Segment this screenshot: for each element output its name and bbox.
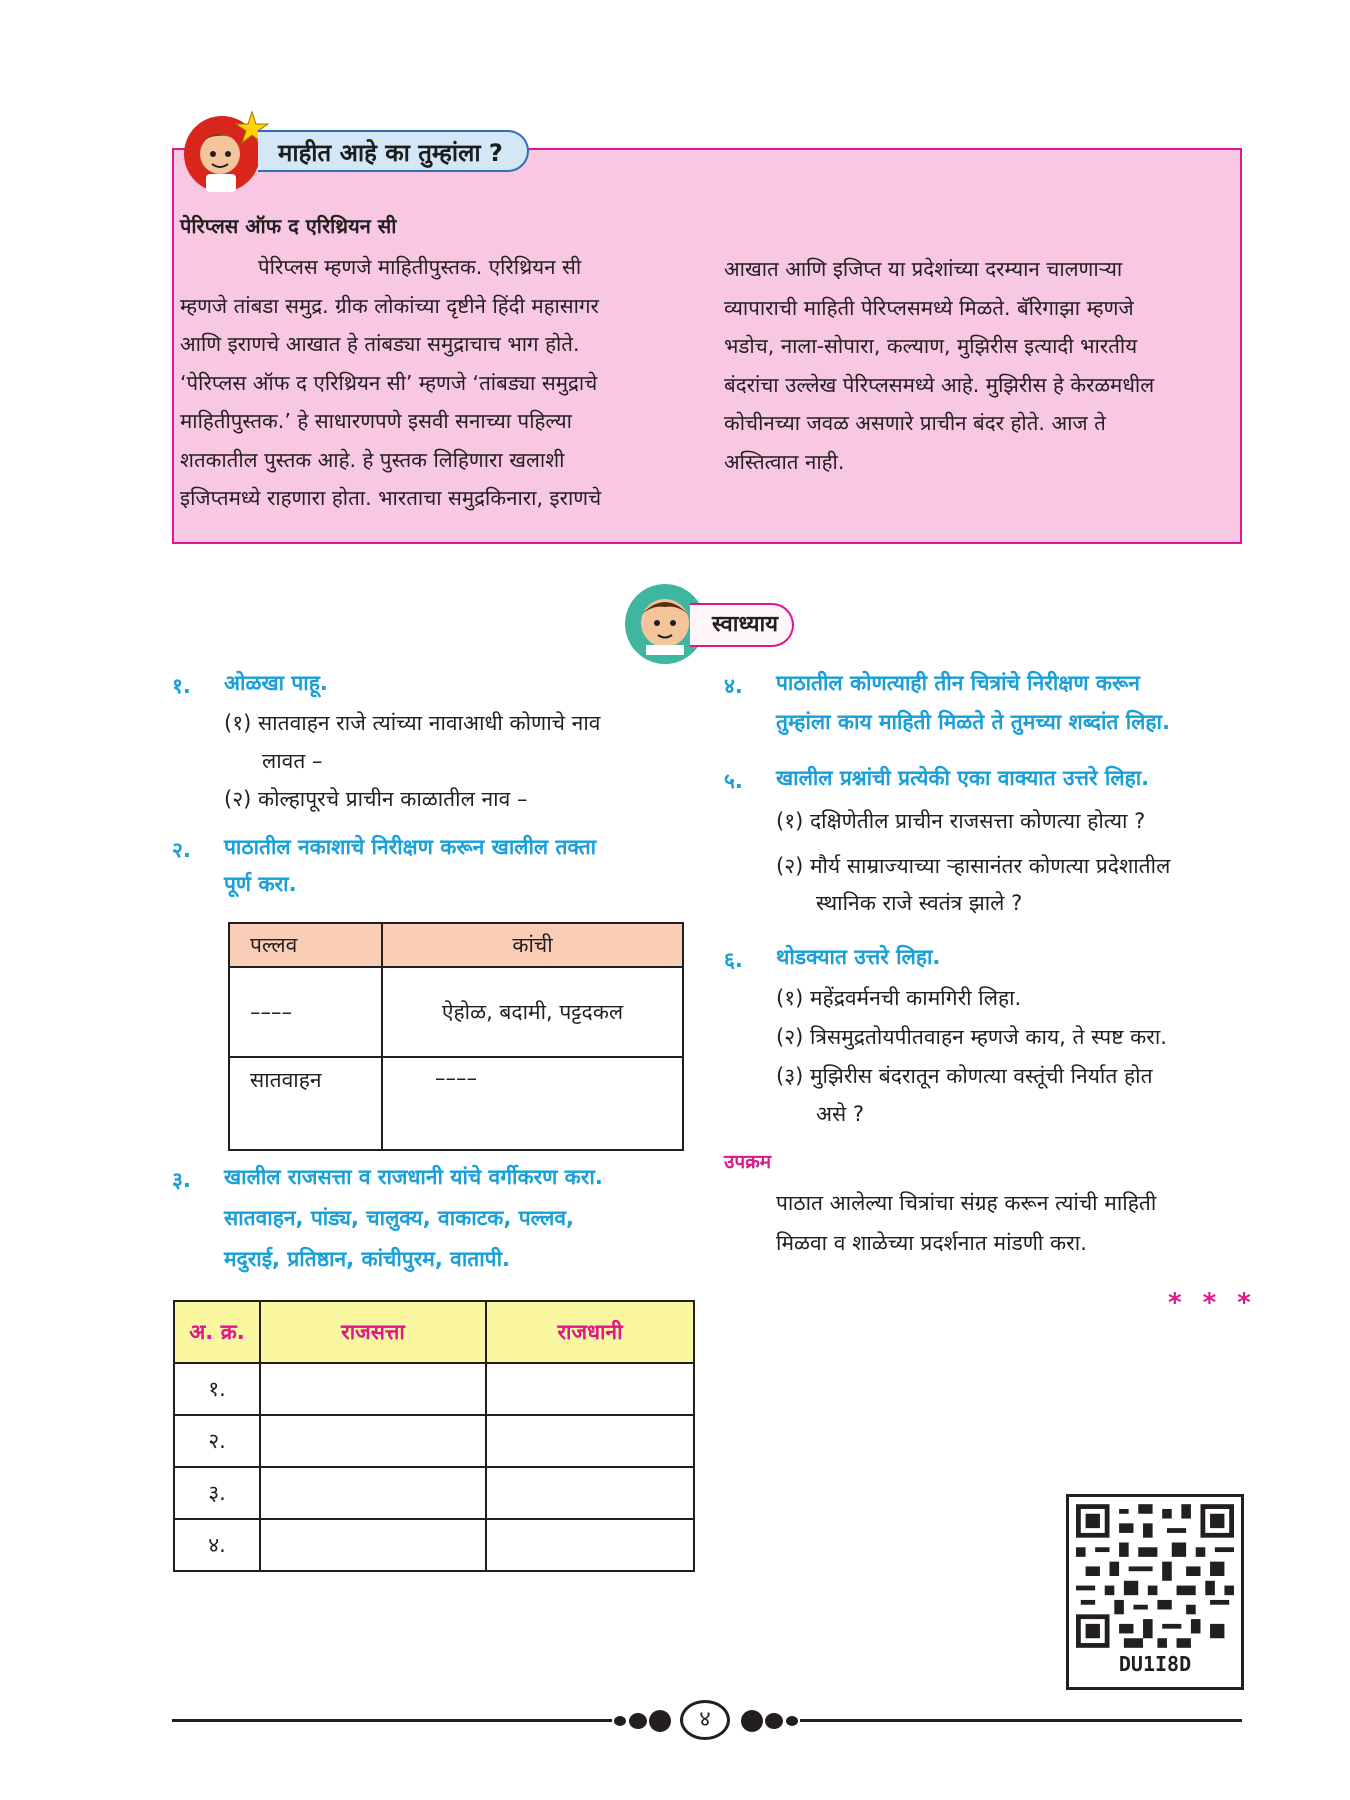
q1-number: १.	[172, 674, 191, 698]
table2-header-serial: अ. क्र.	[174, 1301, 260, 1363]
table2-blank-cell	[486, 1363, 694, 1415]
q2-heading-a: पाठातील नकाशाचे निरीक्षण करून खालील तक्ता	[224, 835, 597, 859]
table1-cell: ––––	[229, 967, 382, 1057]
q6-heading: थोडक्यात उत्तरे लिहा.	[776, 945, 941, 969]
info-badge: माहीत आहे का तुम्हांला ?	[258, 130, 529, 172]
table1-cell: ––––	[382, 1057, 683, 1150]
table-row	[174, 1363, 694, 1415]
q3-heading-c: मदुराई, प्रतिष्ठान, कांचीपुरम, वातापी.	[224, 1247, 511, 1271]
table2-serial: ३.	[174, 1467, 260, 1519]
q4-heading-b: तुम्हांला काय माहिती मिळते ते तुमच्या शब्दांत लिहा.	[776, 710, 1170, 734]
footer-rule-right	[800, 1719, 1242, 1722]
activity-heading: उपक्रम	[724, 1151, 772, 1173]
info-left-line: शतकातील पुस्तक आहे. हे पुस्तक लिहिणारा खलाशी	[180, 447, 565, 472]
q3-heading-b: सातवाहन, पांड्य, चालुक्य, वाकाटक, पल्लव,	[224, 1206, 574, 1230]
end-stars: * * *	[1168, 1288, 1257, 1318]
q1-sub1a: (१) सातवाहन राजे त्यांच्या नावाआधी कोणाचे नाव	[224, 711, 601, 735]
info-left-line: इजिप्तमध्ये राहणारा होता. भारताचा समुद्रकिनारा, इराणचे	[180, 486, 602, 510]
info-right-line: भडोच, नाला-सोपारा, कल्याण, मुझिरीस इत्यादी भारतीय	[724, 334, 1138, 358]
q2-number: २.	[172, 838, 191, 862]
info-right-line: कोचीनच्या जवळ असणारे प्राचीन बंदर होते. आज ते	[724, 411, 1106, 435]
table2-serial: ४.	[174, 1519, 260, 1571]
q5-sub1: (१) दक्षिणेतील प्राचीन राजसत्ता कोणत्या होत्या ?	[776, 809, 1146, 833]
info-left-line: आणि इराणचे आखात हे तांबड्या समुद्राचाच भाग होते.	[180, 332, 580, 356]
activity-line1: पाठात आलेल्या चित्रांचा संग्रह करून त्यांची माहिती	[776, 1191, 1157, 1215]
table2-blank-cell	[260, 1519, 486, 1571]
q6-number: ६.	[724, 948, 743, 972]
table2-blank-cell	[486, 1467, 694, 1519]
classification-table	[173, 1300, 695, 1572]
q1-heading: ओळखा पाहू.	[224, 671, 328, 695]
q3-heading-a: खालील राजसत्ता व राजधानी यांचे वर्गीकरण करा.	[224, 1165, 603, 1189]
q5-sub2b: स्थानिक राजे स्वतंत्र झाले ?	[816, 891, 1023, 915]
page-number: ४	[680, 1700, 730, 1740]
swadhyay-heading: स्वाध्याय	[690, 603, 794, 647]
q6-sub2: (२) त्रिसमुद्रतोयपीतवाहन म्हणजे काय, ते स्पष्ट करा.	[776, 1025, 1167, 1049]
table2-serial: १.	[174, 1363, 260, 1415]
table1-header-kanchi: कांची	[382, 923, 683, 967]
info-text-right	[724, 250, 1224, 481]
info-right-line: बंदरांचा उल्लेख पेरिप्लसमध्ये आहे. मुझिरीस हे केरळमधील	[724, 372, 1155, 397]
q6-sub1: (१) महेंद्रवर्मनची कामगिरी लिहा.	[776, 986, 1022, 1010]
activity-line2: मिळवा व शाळेच्या प्रदर्शनात मांडणी करा.	[776, 1231, 1087, 1255]
dynasty-table	[228, 922, 684, 1151]
table2-blank-cell	[486, 1519, 694, 1571]
info-left-line: माहितीपुस्तक.’ हे साधारणपणे इसवी सनाच्या पहिल्या	[180, 409, 572, 433]
table-row	[174, 1519, 694, 1571]
table1-cell: ऐहोळ, बदामी, पट्टदकल	[382, 967, 683, 1057]
table2-header-capital: राजधानी	[486, 1301, 694, 1363]
footer-rule-left	[172, 1719, 612, 1722]
q4-heading-a: पाठातील कोणत्याही तीन चित्रांचे निरीक्षण करून	[776, 671, 1140, 695]
q6-sub3a: (३) मुझिरीस बंदरातून कोणत्या वस्तूंची निर्यात होत	[776, 1064, 1153, 1088]
table1-header-pallav: पल्लव	[229, 923, 382, 967]
info-right-line: व्यापाराची माहिती पेरिप्लसमध्ये मिळते. बॅरिगाझा म्हणजे	[724, 295, 1134, 320]
q5-number: ५.	[724, 769, 743, 793]
table2-blank-cell	[260, 1467, 486, 1519]
qr-code-label: DU1I8D	[1118, 1652, 1192, 1676]
info-title: पेरिप्लस ऑफ द एरिथ्रियन सी	[180, 214, 397, 238]
info-left-line: ‘पेरिप्लस ऑफ द एरिथ्रियन सी’ म्हणजे ‘तांबड्या समुद्राचे	[180, 370, 598, 395]
q1-sub2: (२) कोल्हापूरचे प्राचीन काळातील नाव –	[224, 787, 528, 811]
qr-code-icon	[1076, 1503, 1234, 1649]
q6-sub3b: असे ?	[816, 1102, 865, 1126]
q5-sub2a: (२) मौर्य साम्राज्याच्या ऱ्हासानंतर कोणत्या प्रदेशातील	[776, 854, 1171, 878]
q2-heading-b: पूर्ण करा.	[224, 872, 297, 896]
q1-sub1b: लावत –	[262, 749, 323, 773]
info-text-left	[180, 248, 690, 518]
info-left-line: पेरिप्लस म्हणजे माहितीपुस्तक. एरिथ्रियन सी	[258, 255, 582, 279]
info-right-line: अस्तित्वात नाही.	[724, 449, 845, 474]
table2-serial: २.	[174, 1415, 260, 1467]
table2-blank-cell	[260, 1415, 486, 1467]
table1-cell: सातवाहन	[229, 1057, 382, 1150]
q3-number: ३.	[172, 1168, 191, 1192]
table2-header-dynasty: राजसत्ता	[260, 1301, 486, 1363]
table2-blank-cell	[260, 1363, 486, 1415]
q5-heading: खालील प्रश्नांची प्रत्येकी एका वाक्यात उत्तरे लिहा.	[776, 766, 1150, 790]
info-right-line: आखात आणि इजिप्त या प्रदेशांच्या दरम्यान चालणाऱ्या	[724, 257, 1123, 281]
info-left-line: म्हणजे तांबडा समुद्र. ग्रीक लोकांच्या दृष्टीने हिंदी महासागर	[180, 293, 599, 318]
table-row	[174, 1415, 694, 1467]
table2-blank-cell	[486, 1415, 694, 1467]
q4-number: ४.	[724, 674, 743, 698]
table-row	[174, 1467, 694, 1519]
